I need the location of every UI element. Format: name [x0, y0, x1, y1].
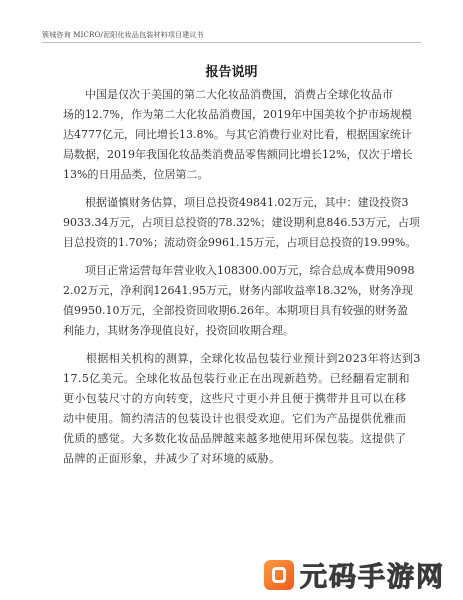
running-header: 簇城咨询 MICRO/泥阳化妆品包装材料项目建议书: [42, 31, 204, 39]
text-line: 品牌的正面形象，并减少了对环境的威胁。: [63, 452, 281, 465]
paragraph-market-overview: [63, 85, 413, 185]
text-line: 项目正常运营每年营业收入108300.00万元，综合总成本费用9098: [63, 264, 415, 277]
text-line: 中国是仅次于美国的第二大化妆品消费国，消费占全球化妆品市: [63, 88, 393, 101]
section-title: 报告说明: [205, 65, 258, 80]
text-line: 13%的日用品类，位居第二。: [63, 168, 209, 181]
report-body: [63, 85, 421, 477]
text-line: 更小包装尺寸的方向转变，这些尺寸更小并且便于携带并且可以在移: [63, 392, 407, 405]
text-line: 17.5亿美元。全球化妆品包装行业正在出现新趋势。已经翻看定制和: [63, 372, 410, 385]
text-line: 根据谨慎财务估算，项目总投资49841.02万元，其中：建设投资3: [63, 196, 409, 209]
text-line: 动中使用。简约清洁的包装设计也很受欢迎。它们为产品提供优雅而: [63, 412, 407, 425]
text-line: 目总投资的1.70%；流动资金9961.15万元，占项目总投资的19.99%。: [63, 236, 417, 249]
watermark-text: 元码手游网: [300, 562, 445, 593]
text-line: 局数据，2019年我国化妆品类消费品零售额同比增长12%，仅次于增长: [63, 148, 413, 161]
site-watermark: [264, 555, 445, 594]
header-divider: [42, 42, 421, 43]
text-line: 2.02万元，净利润12641.95万元，财务内部收益率18.32%，财务净现: [63, 284, 413, 297]
text-line: 优质的感觉。大多数化妆品品牌越来越多地使用环保包装。这提供了: [63, 432, 407, 445]
app-logo-icon: [264, 560, 294, 590]
text-line: 达4777亿元，同比增长13.8%。与其它消费行业对比看，根据国家统计: [63, 128, 412, 141]
text-line: 根据相关机构的测算，全球化妆品包装行业预计到2023年将达到3: [63, 352, 421, 365]
text-line: 场的12.7%，作为第二大化妆品消费国，2019年中国美妆个护市场规模: [63, 108, 412, 121]
text-line: 9033.34万元，占项目总投资的78.32%；建设期利息846.53万元，占项: [63, 216, 420, 229]
paragraph-packaging-trends: [63, 349, 421, 469]
text-line: 利能力，其财务净现值良好，投资回收期合理。: [63, 324, 294, 337]
paragraph-investment: [63, 193, 420, 253]
text-line: 值9950.10万元，全部投资回收期6.26年。本期项目具有较强的财务盈: [63, 304, 408, 317]
paragraph-financials: [63, 261, 415, 341]
